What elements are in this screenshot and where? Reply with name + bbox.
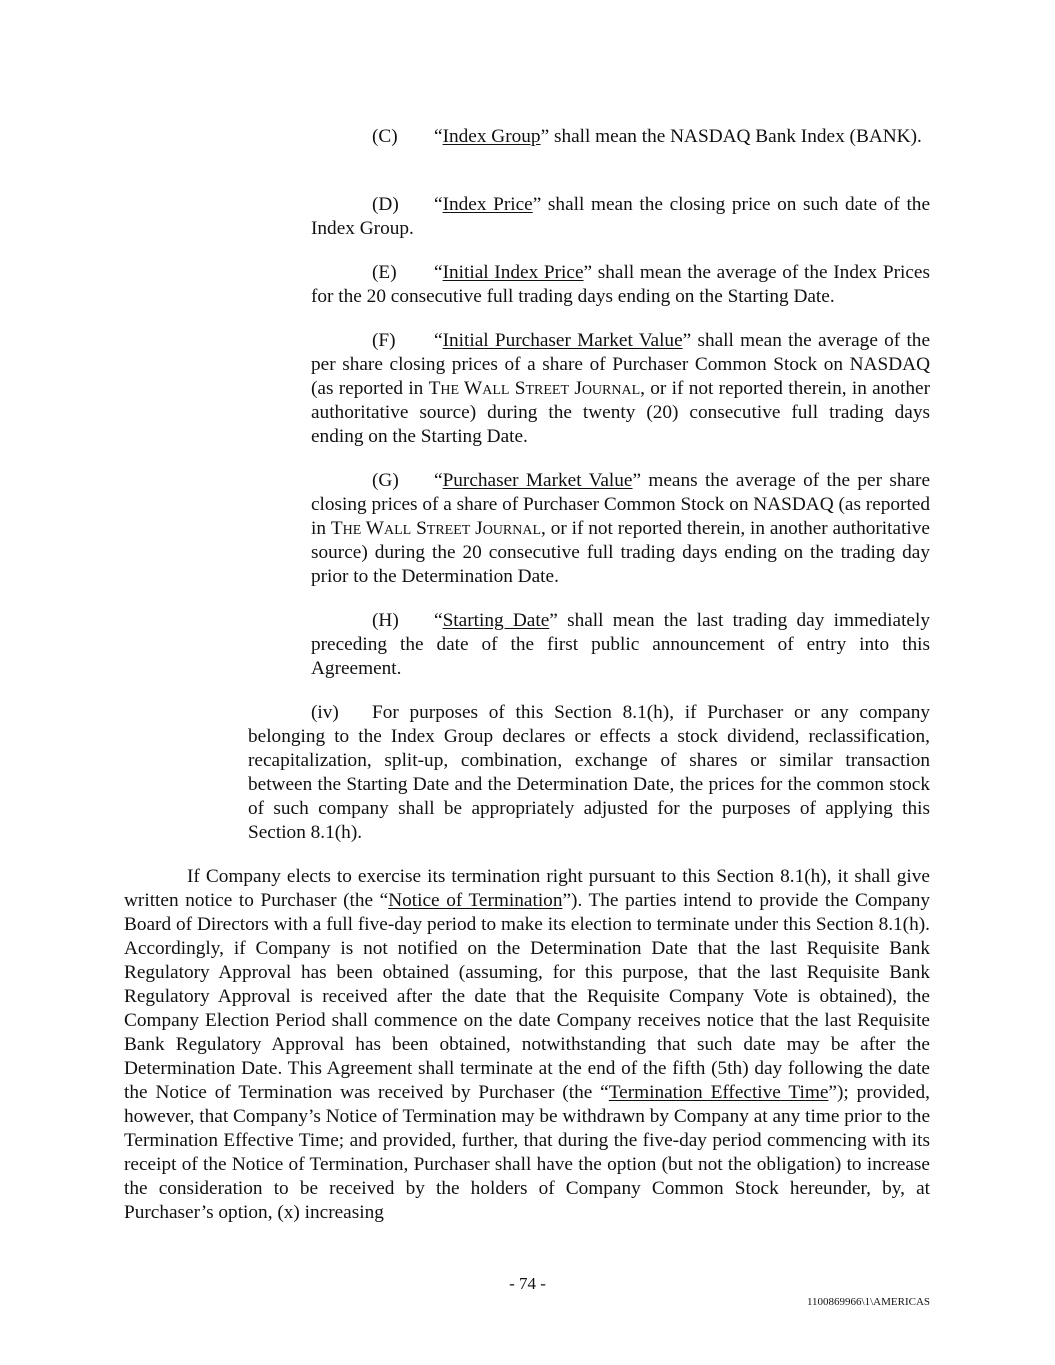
label: (C) [372, 126, 398, 147]
defined-term: Termination Effective Time [608, 1082, 829, 1103]
publication-name: The Wall Street Journal [330, 518, 542, 539]
clause-iv [248, 701, 930, 845]
quote: “ [434, 470, 443, 491]
quote: “ [434, 262, 443, 283]
label: (D) [372, 194, 399, 215]
text: ” shall mean the last trading day immediately preceding the date of the first public announcement of entry into this Agreement. [311, 610, 930, 679]
defined-term: Index Group [442, 126, 541, 147]
quote: “ [434, 330, 443, 351]
defined-term: Index Price [442, 194, 533, 215]
text: ” shall mean the average of the per share closing prices of a share of Purchaser Common Stock on NASDAQ (as reported in [311, 330, 931, 399]
publication-name: The Wall Street Journal [428, 378, 641, 399]
definition-g [311, 469, 930, 589]
label: (F) [372, 330, 396, 351]
defined-term: Notice of Termination [388, 890, 563, 911]
text: , or if not reported therein, in another authoritative source) during the twenty (20) consecutive full trading days ending on the Starting Date. [311, 378, 930, 447]
termination-paragraph [124, 865, 930, 1225]
text: ” shall mean the closing price on such date of the Index Group. [311, 194, 931, 239]
text: , or if not reported therein, in another authoritative source) during the 20 consecutive full trading days ending on the trading day prior to the Determination Date. [311, 518, 930, 587]
defined-term: Initial Index Price [442, 262, 584, 283]
page-number: - 74 - [509, 1274, 546, 1293]
quote: “ [434, 126, 443, 147]
definition-h [311, 609, 930, 681]
text: ” shall mean the NASDAQ Bank Index (BANK). [540, 126, 922, 147]
label: (iv) [311, 702, 339, 723]
definition-e [311, 261, 930, 309]
text: ” means the average of the per share closing prices of a share of Purchaser Common Stock on NASDAQ (as reported in [311, 470, 931, 539]
document-id: 1100869966\1\AMERICAS [806, 1296, 930, 1308]
text: ”); provided, however, that Company’s Notice of Termination may be withdrawn by Company at any time prior to the Termination Effective Time; and provided, further, that during the five-day period commencing with its receipt of the Notice of Termination, Purchaser shall have the option (but not the obligation) to increase the consideration to be received by the holders of Company Common Stock hereunder, by, at Purchaser’s option, (x) increasing [124, 1082, 931, 1223]
defined-term: Initial Purchaser Market Value [442, 330, 683, 351]
quote: “ [434, 194, 443, 215]
text: ”). The parties intend to provide the Company Board of Directors with a full five-day period to make its election to terminate under this Section 8.1(h). Accordingly, if Company is not notified on the Determination Date that the last Requisite Bank Regulatory Approval has been obtained (assuming, for this purpose, that the last Requisite Bank Regulatory Approval is received after the date that the Requisite Company Vote is obtained), the Company Election Period shall commence on the date Company receives notice that the last Requisite Bank Regulatory Approval has been obtained, notwithstanding that such date may be after the Determination Date. This Agreement shall terminate at the end of the fifth (5th) day following the date the Notice of Termination was received by Purchaser (the “ [124, 890, 931, 1103]
label: (H) [372, 610, 399, 631]
text: If Company elects to exercise its termination right pursuant to this Section 8.1(h), it shall give written notice to Purchaser (the “ [124, 866, 930, 911]
defined-term: Purchaser Market Value [442, 470, 633, 491]
text: ” shall mean the average of the Index Prices for the 20 consecutive full trading days ending on the Starting Date. [311, 262, 930, 307]
quote: “ [434, 610, 443, 631]
definition-c [311, 125, 930, 149]
definition-f [311, 329, 930, 449]
definition-d [311, 193, 930, 241]
label: (E) [372, 262, 397, 283]
label: (G) [372, 470, 399, 491]
text: For purposes of this Section 8.1(h), if Purchaser or any company belonging to the Index Group declares or effects a stock dividend, reclassification, recapitalization, split-up, combination, exchange of shares or similar transaction between the Starting Date and the Determination Date, the prices for the common stock of such company shall be appropriately adjusted for the purposes of applying this Section 8.1(h). [248, 702, 930, 843]
defined-term: Starting Date [442, 610, 550, 631]
